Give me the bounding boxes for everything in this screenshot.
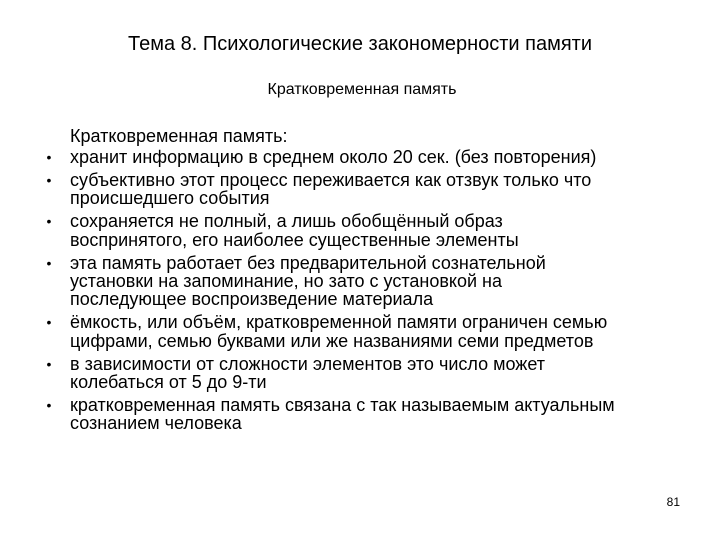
bullet-line: субъективно этот процесс переживается как отзвук только что xyxy=(70,169,592,190)
bullet-item xyxy=(44,254,694,309)
bullet-dot-icon: • xyxy=(46,396,52,413)
bullet-item xyxy=(44,212,694,249)
bullet-dot-icon: • xyxy=(46,171,52,188)
bullet-line: ёмкость, или объём, кратковременной памяти ограничен семью xyxy=(70,312,608,333)
bullet-line: кратковременная память связана с так называемым актуальным xyxy=(70,394,615,415)
bullet-line: происшедшего события xyxy=(70,188,270,209)
bullet-item xyxy=(44,355,694,392)
slide-title: Тема 8. Психологические закономерности памяти xyxy=(128,33,592,55)
bullet-item xyxy=(44,313,694,350)
bullet-list xyxy=(44,148,694,433)
bullet-line: колебаться от 5 до 9-ти xyxy=(70,371,267,392)
bullet-dot-icon: • xyxy=(46,314,52,331)
bullet-line: эта память работает без предварительной сознательной xyxy=(70,252,546,273)
bullet-line: установки на запоминание, но зато с установкой на xyxy=(70,270,502,291)
bullet-line: сознанием человека xyxy=(70,413,242,434)
page-number: 81 xyxy=(666,495,680,509)
bullet-line: цифрами, семью буквами или же названиями семи предметов xyxy=(70,330,594,351)
bullet-line: хранит информацию в среднем около 20 сек. (без повторения) xyxy=(70,147,597,167)
slide-subtitle: Кратковременная память xyxy=(267,81,457,98)
bullet-item xyxy=(44,396,694,433)
bullet-dot-icon: • xyxy=(46,254,52,271)
content-area xyxy=(44,126,694,433)
bullet-dot-icon: • xyxy=(46,213,52,230)
bullet-item xyxy=(44,148,694,166)
bullet-line: сохраняется не полный, а лишь обобщённый образ xyxy=(70,211,503,232)
content-heading: Кратковременная память: xyxy=(70,126,288,146)
bullet-dot-icon: • xyxy=(46,149,52,165)
bullet-line: воспринятого, его наиболее существенные элементы xyxy=(70,229,519,250)
bullet-line: в зависимости от сложности элементов это число может xyxy=(70,353,545,374)
bullet-item xyxy=(44,171,694,208)
bullet-dot-icon: • xyxy=(46,355,52,372)
bullet-line: последующее воспроизведение материала xyxy=(70,289,434,310)
